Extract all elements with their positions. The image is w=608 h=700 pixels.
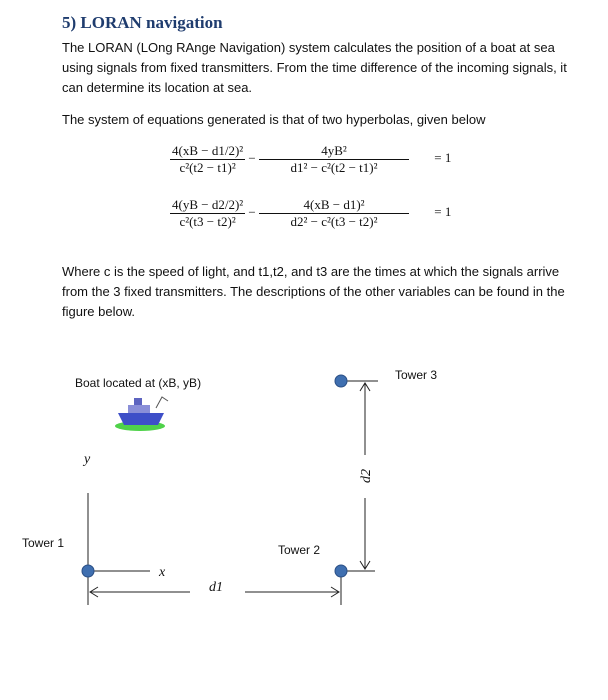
equation-2: $\frac{\text{4(yB − d2/2)²}}{\text{c²(t3 − t2)²}}$ − $\frac{\text{4(xB − d1)²}}{\text{d2² − c²(t3 − t2)²}}$ = 1 <box>172 197 452 229</box>
tower-1-dot <box>82 565 94 577</box>
section-title: 5) LORAN navigation <box>62 13 223 32</box>
equation-1: $\frac{\text{4(xB − d1/2)²}}{\text{c²(t2 − t1)²}}$ − $\frac{\text{4yB²}}{\text{d1² − c²(t2 − t1)²}}$ = 1 <box>172 143 452 175</box>
tower-2-dot <box>335 565 347 577</box>
figure-lines <box>0 360 608 620</box>
intro-paragraph: The LORAN (LOng RAnge Navigation) system calculates the position of a boat at sea using signals from fixed transmitters. From the time difference of the incoming signals, it can determine its location at sea. <box>62 40 567 95</box>
where-paragraph: Where c is the speed of light, and t1,t2, and t3 are the times at which the signals arrive from the 3 fixed transmitters. The descriptions of the other variables can be found in the figure below. <box>62 264 565 319</box>
x-axis-label: x <box>159 565 166 580</box>
system-text: The system of equations generated is that of two hyperbolas, given below <box>62 112 486 127</box>
d1-label: d1 <box>209 580 223 595</box>
d2-label: d2 <box>359 469 374 483</box>
boat-label: Boat located at (xB, yB) <box>75 376 202 390</box>
tower-3-label: Tower 3 <box>395 368 438 382</box>
tower-1-label: Tower 1 <box>22 536 65 550</box>
tower-2-label: Tower 2 <box>278 543 321 557</box>
y-axis-label: y <box>84 452 91 467</box>
tower-3-dot <box>335 375 347 387</box>
